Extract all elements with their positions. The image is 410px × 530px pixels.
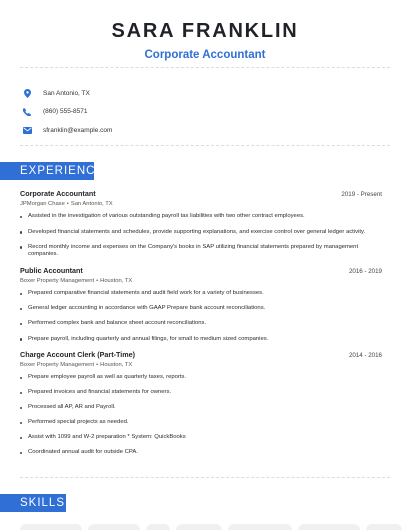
job-bullets (20, 290, 382, 343)
skill-chip (146, 524, 170, 530)
skill-chip (88, 524, 140, 530)
job-dates: 2019 - Present (341, 191, 382, 198)
job-title: Corporate Accountant (20, 189, 96, 198)
job-location: Houston, TX (100, 362, 133, 368)
contact-location (20, 84, 112, 102)
job-bullet: Prepare payroll, including quarterly and annual filings, for small to medium sized companies. (20, 336, 382, 344)
job-meta: JPMorgan Chase • San Antonio, TX (20, 201, 113, 207)
job-bullet: Performed complex bank and balance sheet account reconciliations. (20, 320, 382, 328)
candidate-title: Corporate Accountant (144, 49, 266, 61)
job-title: Charge Account Clerk (Part-Time) (20, 350, 136, 359)
job-bullet: Assisted in the investigation of various outstanding payroll tax liabilities with two other contract employees. (20, 213, 382, 221)
job-bullets (20, 213, 382, 259)
contact-phone (20, 103, 112, 121)
contact-phone-text: (860) 555-8571 (43, 108, 88, 115)
job-company: Boxer Property Management (20, 362, 95, 368)
contact-email-text[interactable]: sfranklin@example.com (43, 126, 113, 134)
email-icon (22, 125, 32, 135)
skills-section-header (0, 494, 66, 512)
job-entry (20, 350, 382, 457)
phone-icon (22, 107, 32, 117)
job-bullet: Processed all AP, AR and Payroll. (20, 404, 382, 412)
job-meta: Boxer Property Management • Houston, TX (20, 278, 133, 284)
contact-location-text: San Antonio, TX (43, 89, 90, 97)
job-bullet: Assist with 1099 and W-2 preparation * System: QuickBooks (20, 434, 382, 442)
job-location: Houston, TX (100, 278, 133, 284)
job-entry (20, 266, 382, 343)
skill-chip (176, 524, 222, 530)
skill-chip (366, 524, 402, 530)
job-meta: Boxer Property Management • Houston, TX (20, 362, 133, 368)
job-dates: 2016 - 2019 (348, 268, 382, 275)
header-divider (20, 67, 390, 68)
contact-list (20, 84, 112, 140)
skill-chip (228, 524, 292, 530)
job-bullet: General ledger accounting in accordance with GAAP Prepare bank account reconciliations. (20, 305, 382, 313)
skill-chip (298, 524, 360, 530)
skills-heading: SKILLS (20, 497, 65, 509)
job-title: Public Accountant (20, 266, 83, 275)
job-company: Boxer Property Management (20, 278, 95, 284)
location-pin-icon (22, 88, 32, 98)
candidate-name: SARA FRANKLIN (111, 20, 299, 42)
contact-email (20, 121, 112, 139)
job-bullet: Record monthly income and expenses on the Company's books in SAP utilizing financial statements prepared by management companies. (20, 244, 382, 259)
job-bullet: Performed special projects as needed. (20, 419, 382, 427)
skill-chip (20, 524, 82, 530)
experience-heading: EXPERIENCE (20, 165, 105, 177)
experience-divider (20, 477, 390, 478)
experience-section-header (0, 162, 105, 180)
resume-header (0, 0, 410, 62)
job-bullets (20, 374, 382, 457)
job-bullet: Developed financial statements and schedules, provide supporting explanations, and exercise control over general ledger activity. (20, 229, 382, 237)
job-bullet: Prepared invoices and financial statements for owners. (20, 389, 382, 397)
job-bullet: Prepared comparative financial statements and audit field work for a variety of businesses. (20, 290, 382, 298)
job-bullet: Prepare employee payroll as well as quarterly taxes, reports. (20, 374, 382, 382)
job-location: San Antonio, TX (70, 201, 113, 207)
contact-divider (20, 145, 390, 146)
job-dates: 2014 - 2016 (348, 352, 382, 359)
skill-chip-list (20, 524, 402, 530)
job-company: JPMorgan Chase (20, 201, 65, 207)
job-bullet: Coordinated annual audit for outside CPA. (20, 449, 382, 457)
job-entry (20, 189, 382, 259)
